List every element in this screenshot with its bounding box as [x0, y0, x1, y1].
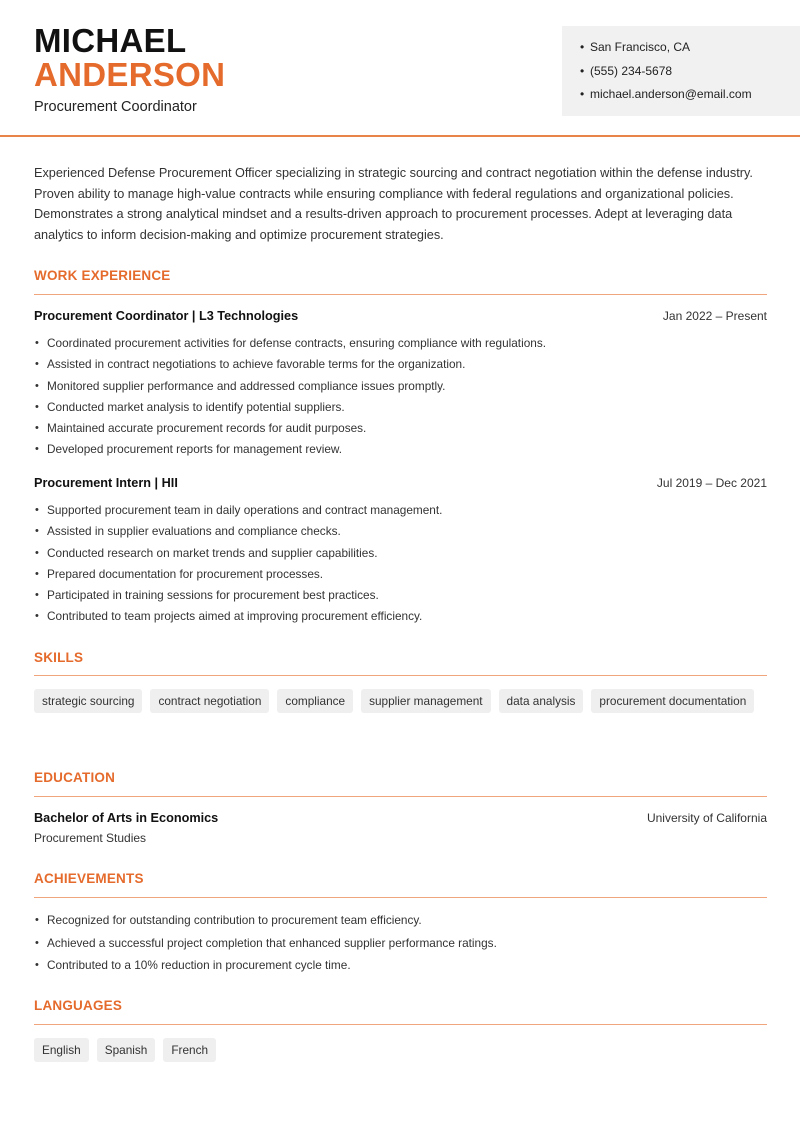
achievements-list [34, 912, 767, 980]
list-item: • Conducted market analysis to identify potential suppliers. [34, 399, 767, 420]
section-rule [34, 1024, 767, 1025]
education-entry [34, 811, 767, 825]
first-name: MICHAEL [34, 22, 187, 59]
section-rule [34, 294, 767, 295]
section-title-achievements: ACHIEVEMENTS [34, 871, 144, 886]
education-school: University of California [646, 811, 767, 825]
section-title-education: EDUCATION [34, 770, 116, 785]
bullet-icon: • [580, 40, 585, 54]
list-item: • Conducted research on market trends and supplier capabilities. [34, 545, 767, 566]
list-item: • Contributed to a 10% reduction in procurement cycle time. [34, 957, 767, 980]
skill-chip: contract negotiation [150, 689, 269, 713]
section-rule [34, 675, 767, 676]
job-role: Procurement Coordinator | L3 Technologies [34, 309, 299, 323]
language-chip: Spanish [97, 1038, 156, 1062]
job-dates: Jan 2022 – Present [662, 309, 767, 323]
contact-box [562, 26, 800, 116]
bullet-icon: • [580, 87, 585, 101]
list-item: • Recognized for outstanding contribution to procurement team efficiency. [34, 912, 767, 935]
bullet-icon: • [580, 63, 585, 78]
job-header [34, 476, 767, 490]
job-bullets [34, 502, 767, 630]
job-dates: Jul 2019 – Dec 2021 [656, 476, 767, 490]
job-bullets [34, 335, 767, 463]
summary: Experienced Defense Procurement Officer specializing in strategic sourcing and contract negotiation within the defense industry. Proven ability to manage high-value contracts while ensuring compliance with federal regulations and organizational policies. Demonstrates a strong analytical mindset and a results-driven approach to procurement processes. Adept at leveraging data analytics to inform decision-making and optimize procurement strategies. [34, 166, 753, 243]
education-degree: Bachelor of Arts in Economics [34, 811, 219, 825]
last-name: ANDERSON [34, 56, 226, 93]
list-item: • Maintained accurate procurement records for audit purposes. [34, 420, 767, 441]
skill-chip: data analysis [499, 689, 584, 713]
education-field: Procurement Studies [34, 831, 147, 845]
skill-chip: supplier management [361, 689, 490, 713]
list-item: • Monitored supplier performance and addressed compliance issues promptly. [34, 378, 767, 399]
job-role: Procurement Intern | HII [34, 476, 178, 490]
contact-location: • San Francisco, CA [580, 40, 691, 54]
skill-chip: procurement documentation [591, 689, 754, 713]
skill-chip: compliance [277, 689, 353, 713]
skills-list [34, 689, 767, 713]
list-item: • Assisted in contract negotiations to achieve favorable terms for the organization. [34, 356, 767, 377]
section-title-skills: SKILLS [34, 650, 84, 665]
language-chip: English [34, 1038, 89, 1062]
section-title-languages: LANGUAGES [34, 998, 123, 1013]
list-item: • Coordinated procurement activities for defense contracts, ensuring compliance with regulations. [34, 335, 767, 356]
list-item: • Contributed to team projects aimed at improving procurement efficiency. [34, 608, 767, 629]
list-item: • Participated in training sessions for procurement best practices. [34, 587, 767, 608]
language-chip: French [163, 1038, 216, 1062]
section-rule [34, 897, 767, 898]
section-title-work: WORK EXPERIENCE [34, 268, 171, 283]
list-item: • Supported procurement team in daily operations and contract management. [34, 502, 767, 523]
list-item: • Achieved a successful project completion that enhanced supplier performance ratings. [34, 935, 767, 958]
contact-phone: • (555) 234-5678 [580, 63, 673, 78]
list-item: • Prepared documentation for procurement processes. [34, 566, 767, 587]
list-item: • Developed procurement reports for management review. [34, 441, 767, 462]
contact-email: • michael.anderson@email.com [580, 87, 752, 101]
resume-header [0, 0, 800, 137]
section-rule [34, 796, 767, 797]
job-title: Procurement Coordinator [34, 99, 197, 115]
skill-chip: strategic sourcing [34, 689, 142, 713]
languages-list [34, 1038, 767, 1062]
job-header [34, 309, 767, 323]
list-item: • Assisted in supplier evaluations and compliance checks. [34, 523, 767, 544]
